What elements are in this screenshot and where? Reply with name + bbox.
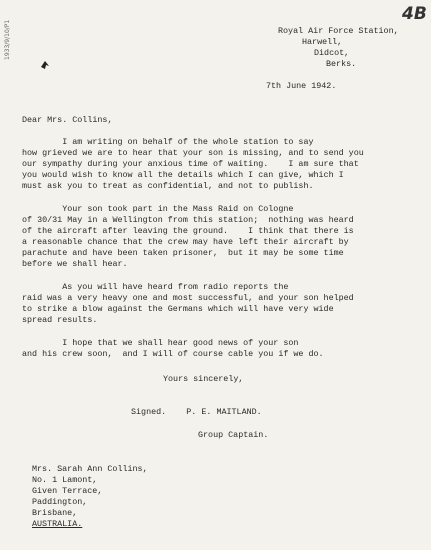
body-line: Your son took part in the Mass Raid on Cologne — [22, 204, 294, 214]
closing: Yours sincerely, — [163, 374, 244, 384]
ink-mark — [40, 60, 50, 70]
sender-address-line: Harwell, — [302, 37, 343, 47]
body-line: of the aircraft after leaving the ground. I think that there is — [22, 226, 354, 236]
body-line: a reasonable chance that the crew may have left their aircraft by — [22, 237, 349, 247]
body-line: I hope that we shall hear good news of your son — [22, 338, 299, 348]
body-line: parachute and have been taken prisoner, but it may be some time — [22, 248, 344, 258]
sender-address-line: Berks. — [326, 59, 357, 69]
recipient-address-line: Mrs. Sarah Ann Collins, — [32, 464, 148, 474]
rank: Group Captain. — [198, 430, 269, 440]
recipient-address-line: No. 1 Lamont, — [32, 475, 98, 485]
body-line: our sympathy during your anxious time of waiting. I am sure that — [22, 159, 359, 169]
signature-line: Signed. P. E. MAITLAND. — [131, 407, 262, 417]
body-line: before we shall hear. — [22, 259, 128, 269]
recipient-address-line: Brisbane, — [32, 508, 78, 518]
archive-reference: 1933/9/10/P1 — [4, 19, 11, 60]
body-line: As you will have heard from radio reports the — [22, 282, 289, 292]
body-line: must ask you to treat as confidential, and not to publish. — [22, 181, 314, 191]
sender-address-line: Royal Air Force Station, — [278, 26, 399, 36]
body-line: to strike a blow against the Germans which will have very wide — [22, 304, 334, 314]
salutation: Dear Mrs. Collins, — [22, 115, 113, 125]
recipient-address-line: Paddington, — [32, 497, 88, 507]
body-line: raid was a very heavy one and most successful, and your son helped — [22, 293, 354, 303]
body-line: and his crew soon, and I will of course cable you if we do. — [22, 349, 324, 359]
letter-date: 7th June 1942. — [266, 81, 337, 91]
body-line: I am writing on behalf of the whole station to say — [22, 137, 314, 147]
recipient-address-line: AUSTRALIA. — [32, 519, 83, 529]
body-line: spread results. — [22, 315, 98, 325]
body-line: of 30/31 May in a Wellington from this station; nothing was heard — [22, 215, 354, 225]
body-line: you would wish to know all the details which I can give, which I — [22, 170, 344, 180]
sender-address-line: Didcot, — [314, 48, 350, 58]
recipient-address-line: Given Terrace, — [32, 486, 103, 496]
body-line: how grieved we are to hear that your son is missing, and to send you — [22, 148, 364, 158]
folio-number: 4B — [402, 4, 427, 24]
